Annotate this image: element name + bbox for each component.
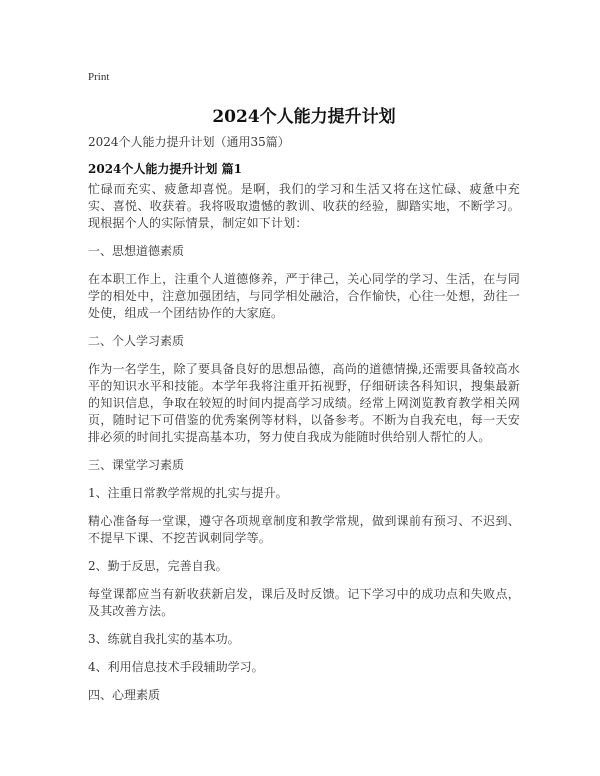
heading-classroom-quality: 三、课堂学习素质 xyxy=(88,458,185,472)
document-subtitle: 2024个人能力提升计划（通用35篇） xyxy=(88,135,290,149)
heading-psychological-quality: 四、心理素质 xyxy=(88,688,161,702)
paragraph-learning-quality: 作为一名学生，除了要具备良好的思想品德，高尚的道德情操,还需要具备较高水平的知识水平和技能。本学年我将注重开拓视野，仔细研读各科知识，搜集最新的知识信息，争取在较短的时间内提高学习成绩。经常上网浏览教育教学相关网页，随时记下可借鉴的优秀案例等材料，以备参考。不断为自我充电，每一天安排必须的时间扎实提高基本功，努力使自我成为能随时供给别人帮忙的人。 xyxy=(88,362,520,444)
paragraph-reflection: 每堂课都应当有新收获新启发，课后及时反馈。记下学习中的成功点和失败点，及其改善方法。 xyxy=(88,587,520,618)
print-label[interactable]: Print xyxy=(88,71,110,83)
subheading-reflection: 2、勤于反思，完善自我。 xyxy=(88,559,228,573)
paragraph-routine: 精心准备每一堂课，遵守各项规章制度和教学常规，做到课前有预习、不迟到、不提早下课、不挖苦讽刺同学等。 xyxy=(88,514,520,545)
document-title: 2024个人能力提升计划 xyxy=(212,107,396,127)
subheading-basic-skills: 3、练就自我扎实的基本功。 xyxy=(88,632,240,646)
subheading-it-tools: 4、利用信息技术手段辅助学习。 xyxy=(88,660,264,674)
paragraph-moral-quality: 在本职工作上，注重个人道德修养，严于律己，关心同学的学习、生活，在与同学的相处中，注意加强团结，与同学相处融洽，合作愉快，心往一处想，劲往一处使，组成一个团结协作的大家庭。 xyxy=(88,272,520,320)
heading-moral-quality: 一、思想道德素质 xyxy=(88,244,185,258)
subheading-routine: 1、注重日常教学常规的扎实与提升。 xyxy=(88,486,288,500)
intro-paragraph: 忙碌而充实、疲惫却喜悦。是啊，我们的学习和生活又将在这忙碌、疲惫中充实、喜悦、收获着。我将吸取遗憾的教训、收获的经验，脚踏实地，不断学习。现根据个人的实际情景，制定如下计划： xyxy=(88,182,520,230)
document-body xyxy=(88,181,520,715)
heading-learning-quality: 二、个人学习素质 xyxy=(88,334,185,348)
section-title: 2024个人能力提升计划 篇1 xyxy=(88,162,242,176)
